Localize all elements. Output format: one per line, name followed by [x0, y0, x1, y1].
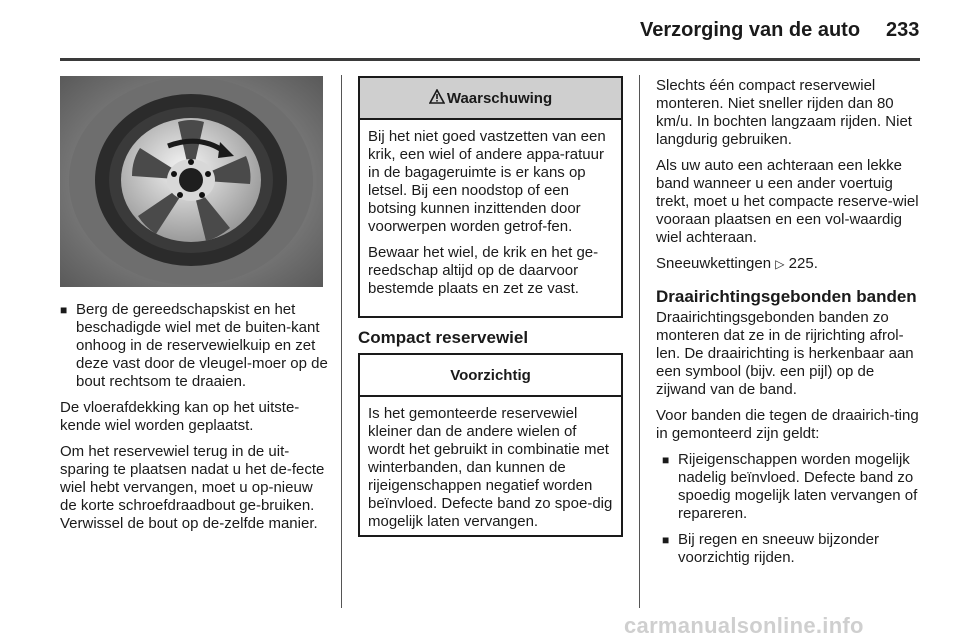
list-item: ■ Berg de gereedschapskist en het beschadigde wiel met de buiten-kant onhoog in de reservewielkuip en zet deze vast door de vleugel-moer op de bout rechtsom te draaien.	[60, 301, 328, 391]
paragraph: Bewaar het wiel, de krik en het ge-reedschap altijd op de daarvoor bestemde plaats en zet ze vast.	[368, 244, 599, 297]
spare-wheel-photo	[60, 76, 323, 287]
page-number: 233	[886, 19, 920, 41]
page-reference-arrow-icon: ▷	[775, 257, 785, 271]
cross-reference-label: Sneeuwkettingen	[656, 255, 772, 272]
cross-reference-page: 225.	[788, 255, 818, 272]
list-item: ■ Bij regen en sneeuw bijzonder voorzichtig rijden.	[662, 531, 922, 567]
paragraph: Bij het niet goed vastzetten van een krik, een wiel of andere appa-ratuur in de bagageruimte is er kans op letsel. Bij een noodstop of een botsing kunnen inzittenden door voorwerpen worden getrof-fen.	[368, 128, 606, 235]
warning-body	[360, 120, 621, 304]
warning-title: Waarschuwing	[446, 89, 553, 107]
paragraph: Om het reservewiel terug in de uit-sparing te plaatsen nadat u het de-fecte wiel hebt vervangen, moet u op-nieuw de korte schroefdraadbout ge-bruiken. Verwissel de bout op de-zelfde manier.	[60, 443, 325, 532]
paragraph: Voor banden die tegen de draairich-ting in gemonteerd zijn geldt:	[656, 407, 919, 442]
list-item: ■ Rijeigenschappen worden mogelijk nadelig beïnvloed. Defecte band zo spoedig mogelijk laten vervangen of repareren.	[662, 451, 922, 523]
warning-triangle-icon	[429, 89, 445, 108]
header-rule	[60, 58, 920, 61]
paragraph: De vloerafdekking kan op het uitste-kende wiel worden geplaatst.	[60, 399, 300, 434]
page-header-title: Verzorging van de auto	[640, 19, 861, 41]
paragraph: Is het gemonteerde reservewiel kleiner dan de andere wielen of wordt het gebruikt in combinatie met winterbanden, dan kunnen de rijeigenschappen negatief worden beïnvloed. Defecte band zo spoe-dig mogelijk laten vervangen.	[368, 405, 613, 530]
paragraph: Slechts één compact reservewiel monteren. Niet sneller rijden dan 80 km/u. In bochten langzaam rijden. Niet langdurig gebruiken.	[656, 77, 912, 148]
warning-header	[360, 78, 621, 120]
column-3-text	[656, 77, 922, 575]
caution-body	[360, 397, 621, 537]
paragraph: Als uw auto een achteraan een lekke band wanneer u een ander voertuig trekt, moet u het compacte reserve-wiel vooraan plaatsen en een vol-waardig wiel achteraan.	[656, 157, 919, 246]
warning-box	[358, 76, 623, 318]
watermark: carmanualsonline.info	[624, 613, 864, 638]
caution-box	[358, 353, 623, 537]
column-1-text	[60, 301, 328, 541]
section-heading: Draairichtingsgebonden banden	[656, 287, 917, 306]
column-divider-2	[639, 75, 640, 608]
caution-title: Voorzichtig	[360, 355, 621, 397]
column-divider-1	[341, 75, 342, 608]
section-heading: Compact reservewiel	[358, 328, 529, 347]
cross-reference	[656, 255, 922, 273]
paragraph: Draairichtingsgebonden banden zo monteren dat ze in de rijrichting afrol-len. De draairichting is herkenbaar aan een symbool (bijv. een pijl) op de zijwand van de band.	[656, 309, 914, 398]
